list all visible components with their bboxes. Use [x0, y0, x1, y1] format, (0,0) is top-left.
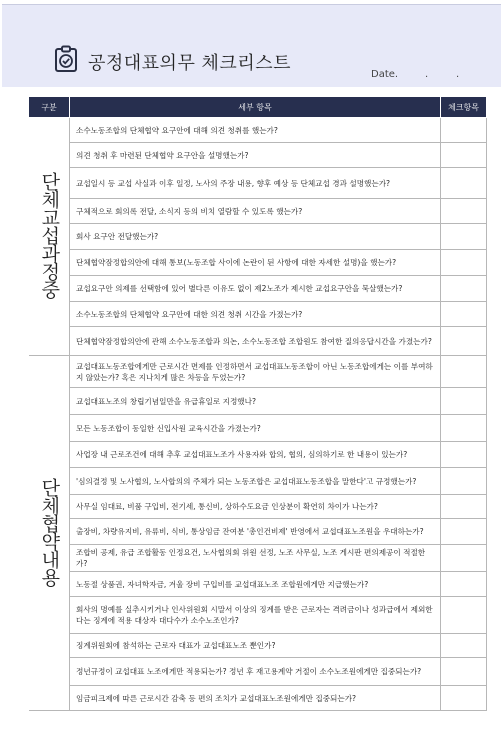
column-header-item: 세부 항목 — [70, 97, 441, 118]
check-cell[interactable] — [441, 468, 487, 495]
checklist-table — [28, 96, 487, 711]
category-cell — [29, 356, 70, 711]
table-row — [29, 634, 487, 658]
checklist-item-text: 회사 요구안 전달했는가? — [70, 224, 441, 250]
checklist-item-text: 교섭대표노조의 창립기념일만을 유급휴일로 지정했나? — [70, 388, 441, 415]
check-cell[interactable] — [441, 442, 487, 468]
table-row — [29, 468, 487, 495]
table-row — [29, 276, 487, 302]
date-separator: . — [425, 69, 429, 80]
check-cell[interactable] — [441, 634, 487, 658]
header-banner — [2, 4, 501, 87]
check-cell[interactable] — [441, 572, 487, 597]
check-cell[interactable] — [441, 658, 487, 686]
checklist-item-text: 사업장 내 근로조건에 대해 추후 교섭대표노조가 사용자와 합의, 협의, 심의하기로 한 내용이 있는가? — [70, 442, 441, 468]
clipboard-check-icon — [54, 45, 78, 73]
check-cell[interactable] — [441, 199, 487, 224]
table-row — [29, 442, 487, 468]
column-header-category: 구분 — [29, 97, 70, 118]
check-cell[interactable] — [441, 118, 487, 143]
checklist-item-text: 단체협약잠정합의안에 관해 소수노동조합과 의논, 소수노동조합 조합원도 참여한 질의응답시간을 가졌는가? — [70, 327, 441, 356]
checklist-item-text: 교섭일시 등 교섭 사실과 이후 일정, 노사의 주장 내용, 향후 예상 등 단체교섭 경과 설명했는가? — [70, 168, 441, 199]
table-row — [29, 495, 487, 519]
table-row — [29, 224, 487, 250]
table-row — [29, 572, 487, 597]
date-label: Date. — [371, 69, 399, 80]
table-row — [29, 250, 487, 276]
checklist-item-text: 회사의 명예를 실추시키거나 인사위원회 시말서 이상의 징계를 받은 근로자는 격려금이나 성과급에서 제외한다는 징계에 적용 대상자 대다수가 소수노조인가? — [70, 597, 441, 634]
checklist-item-text: 임금피크제에 따른 근로시간 감축 등 편의 조치가 교섭대표노조원에게만 집중되는가? — [70, 686, 441, 711]
table-row — [29, 415, 487, 442]
checklist-item-text: 구체적으로 회의록 전달, 소식지 등의 비치 열람할 수 있도록 했는가? — [70, 199, 441, 224]
checklist-item-text: 교섭요구안 의제를 선택함에 있어 별다른 이유도 없이 제2노조가 제시한 교섭요구안을 묵살했는가? — [70, 276, 441, 302]
check-cell[interactable] — [441, 415, 487, 442]
table-row — [29, 199, 487, 224]
checklist-item-text: 소수노동조합의 단체협약 요구안에 대한 의견 청취 시간을 가졌는가? — [70, 302, 441, 327]
date-field — [371, 69, 460, 80]
check-cell[interactable] — [441, 495, 487, 519]
table-row — [29, 327, 487, 356]
category-label: 단체협약내용 — [38, 477, 61, 586]
check-cell[interactable] — [441, 276, 487, 302]
table-row — [29, 356, 487, 388]
table-row — [29, 658, 487, 686]
checklist-item-text: 사무실 임대료, 비품 구입비, 전기세, 통신비, 상하수도요금 인상분이 확연히 차이가 나는가? — [70, 495, 441, 519]
table-row — [29, 597, 487, 634]
checklist-item-text: 교섭대표노동조합에게만 근로시간 면제를 인정하면서 교섭대표노동조합이 아닌 노동조합에게는 이를 부여하지 않았는가? 혹은 지나치게 많은 차등을 두었는가? — [70, 356, 441, 388]
checklist-item-text: 징계위원회에 참석하는 근로자 대표가 교섭대표노조 뿐인가? — [70, 634, 441, 658]
check-cell[interactable] — [441, 597, 487, 634]
checklist-item-text: 단체협약잠정합의안에 대해 통보(노동조합 사이에 논란이 된 사항에 대한 자세한 설명)을 했는가? — [70, 250, 441, 276]
page-title: 공정대표의무 체크리스트 — [88, 53, 291, 74]
checklist-item-text: 소수노동조합의 단체협약 요구안에 대해 의견 청취를 했는가? — [70, 118, 441, 143]
checklist-item-text: 노동절 상품권, 자녀학자금, 겨울 장비 구입비를 교섭대표노조 조합원에게만 지급했는가? — [70, 572, 441, 597]
checklist-item-text: '심의결정 및 노사협의, 노사합의의 주체가 되는 노동조합은 교섭대표노동조합을 말한다'고 규정했는가? — [70, 468, 441, 495]
check-cell[interactable] — [441, 302, 487, 327]
checklist-item-text: 의견 청취 후 마련된 단체협약 요구안을 설명했는가? — [70, 143, 441, 168]
checklist-item-text: 출장비, 차량유지비, 유류비, 식비, 통상임금 잔여분 '총인건비제' 반영에서 교섭대표노조원을 우대하는가? — [70, 519, 441, 545]
checklist-item-text: 모든 노동조합이 동일한 신입사원 교육시간을 가졌는가? — [70, 415, 441, 442]
category-label: 단체교섭과정중 — [38, 172, 61, 298]
date-separator: . — [456, 69, 460, 80]
table-row — [29, 388, 487, 415]
check-cell[interactable] — [441, 224, 487, 250]
table-header-row — [29, 97, 487, 118]
table-row — [29, 686, 487, 711]
table-row — [29, 545, 487, 572]
check-cell[interactable] — [441, 519, 487, 545]
table-row — [29, 519, 487, 545]
category-cell — [29, 118, 70, 356]
check-cell[interactable] — [441, 686, 487, 711]
checklist-item-text: 조합비 공제, 유급 조합활동 인정요건, 노사협의회 위원 선정, 노조 사무실, 노조 게시판 편의제공이 적절한가? — [70, 545, 441, 572]
table-row — [29, 168, 487, 199]
check-cell[interactable] — [441, 388, 487, 415]
check-cell[interactable] — [441, 356, 487, 388]
check-cell[interactable] — [441, 545, 487, 572]
table-row — [29, 302, 487, 327]
check-cell[interactable] — [441, 168, 487, 199]
check-cell[interactable] — [441, 143, 487, 168]
check-cell[interactable] — [441, 327, 487, 356]
table-row — [29, 143, 487, 168]
table-row — [29, 118, 487, 143]
checklist-item-text: 정년규정이 교섭대표 노조에게만 적용되는가? 정년 후 재고용계약 거절이 소수노조원에게만 집중되는가? — [70, 658, 441, 686]
check-cell[interactable] — [441, 250, 487, 276]
column-header-check: 체크항목 — [441, 97, 487, 118]
